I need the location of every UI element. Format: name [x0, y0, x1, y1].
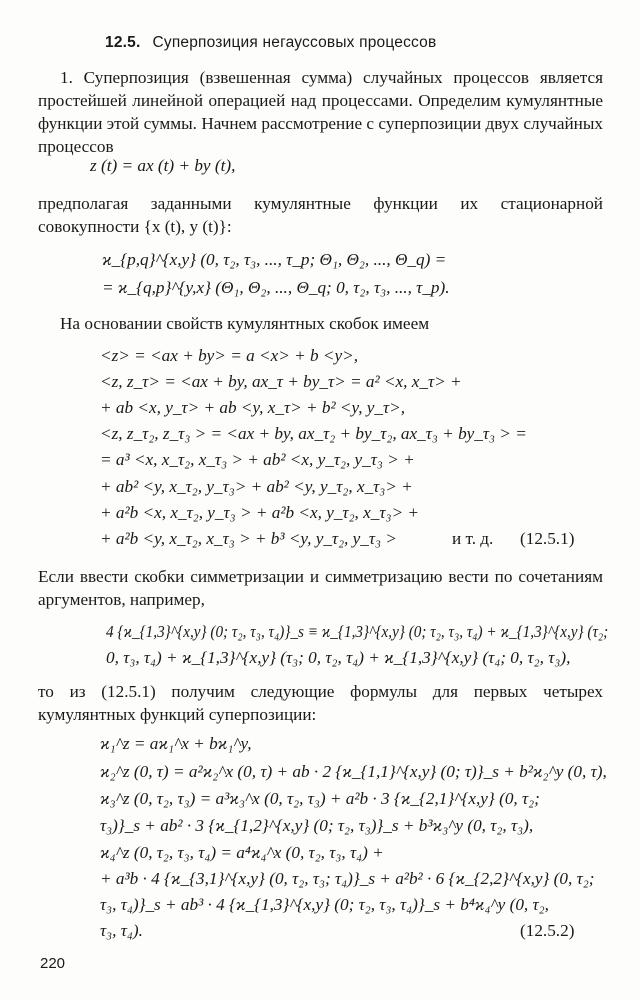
equation-symmetrization-line-1: 4 {ϰ_{1,3}^{x,y} (0; τ₂, τ₃, τ₄)}_s ≡ ϰ_{1,3}^{x,y} (0; τ₂, τ₃, τ₄) + ϰ_{1,3}^{x,y} (τ₂; — [106, 622, 609, 641]
equation-symmetrization-line-2: 0, τ₃, τ₄) + ϰ_{1,3}^{x,y} (τ₃; 0, τ₂, τ₄) + ϰ_{1,3}^{x,y} (τ₄; 0, τ₂, τ₃), — [106, 648, 571, 667]
section-title: Суперпозиция негауссовых процессов — [152, 34, 437, 51]
paragraph-result: то из (12.5.1) получим следующие формулы для первых четырех кумулянтных функций суперпозиции: — [38, 682, 603, 724]
equation-12-5-1-line-7: + a²b <x, x_τ₂, y_τ₃ > + a²b <x, y_τ₂, x_τ₃> + — [100, 503, 419, 522]
equation-12-5-1-number: (12.5.1) — [520, 529, 575, 548]
equation-12-5-2-number: (12.5.2) — [520, 921, 575, 940]
equation-12-5-1-line-8: + a²b <y, x_τ₂, x_τ₃ > + b³ <y, y_τ₂, y_τ₃ > — [100, 529, 397, 548]
section-heading — [105, 34, 436, 52]
equation-superposition: z (t) = ax (t) + by (t), — [90, 156, 236, 175]
equation-12-5-1-line-4: <z, z_τ₂, z_τ₃ > = <ax + by, ax_τ₂ + by_τ₂, ax_τ₃ + by_τ₃ > = — [100, 424, 527, 443]
equation-12-5-1-line-6: + ab² <y, x_τ₂, y_τ₃> + ab² <y, y_τ₂, x_τ₃> + — [100, 477, 413, 496]
equation-12-5-2-line-2: ϰ₂^z (0, τ) = a²ϰ₂^x (0, τ) + ab · 2 {ϰ_{1,1}^{x,y} (0; τ)}_s + b²ϰ₂^y (0, τ), — [100, 762, 607, 781]
equation-12-5-1-line-2: <z, z_τ> = <ax + by, ax_τ + by_τ> = a² <x, x_τ> + — [100, 372, 462, 391]
equation-cross-cumulant-line-1: ϰ_{p,q}^{x,y} (0, τ₂, τ₃, ..., τ_p; Θ₁, Θ₂, ..., Θ_q) = — [102, 250, 447, 269]
paragraph-symmetrization: Если ввести скобки симметризации и симметризацию вести по сочетаниям аргументов, например, — [38, 567, 603, 609]
paragraph-intro: 1. Суперпозиция (взвешенная сумма) случайных процессов является простейшей линейной операцией над процессами. Определим кумулянтные функции этой суммы. Начнем рассмотрение с суперпозиции двух случайных процессов — [38, 68, 603, 156]
equation-12-5-1-line-5: = a³ <x, x_τ₂, x_τ₃ > + ab² <x, y_τ₂, y_τ₃ > + — [100, 450, 415, 469]
paragraph-brackets: На основании свойств кумулянтных скобок имеем — [60, 314, 430, 333]
equation-12-5-2-line-1: ϰ₁^z = aϰ₁^x + bϰ₁^y, — [100, 734, 252, 753]
equation-12-5-2-line-7: τ₃, τ₄)}_s + ab³ · 4 {ϰ_{1,3}^{x,y} (0; τ₂, τ₃, τ₄)}_s + b⁴ϰ₄^y (0, τ₂, — [100, 895, 549, 914]
equation-cross-cumulant-line-2: = ϰ_{q,p}^{y,x} (Θ₁, Θ₂, ..., Θ_q; 0, τ₂, τ₃, ..., τ_p). — [102, 278, 450, 297]
equation-12-5-1-tail-text: и т. д. — [452, 529, 494, 548]
page-number: 220 — [40, 955, 66, 972]
equation-12-5-1-line-1: <z> = <ax + by> = a <x> + b <y>, — [100, 346, 359, 365]
equation-12-5-1-line-3: + ab <x, y_τ> + ab <y, x_τ> + b² <y, y_τ>, — [100, 398, 406, 417]
equation-12-5-2-line-6: + a³b · 4 {ϰ_{3,1}^{x,y} (0, τ₂, τ₃; τ₄)}_s + a²b² · 6 {ϰ_{2,2}^{x,y} (0, τ₂; — [100, 869, 595, 888]
section-number: 12.5. — [105, 34, 141, 51]
equation-12-5-2-line-3: ϰ₃^z (0, τ₂, τ₃) = a³ϰ₃^x (0, τ₂, τ₃) + a²b · 3 {ϰ_{2,1}^{x,y} (0, τ₂; — [100, 789, 540, 808]
equation-12-5-2-line-4: τ₃)}_s + ab² · 3 {ϰ_{1,2}^{x,y} (0; τ₂, τ₃)}_s + b³ϰ₃^y (0, τ₂, τ₃), — [100, 816, 534, 835]
equation-12-5-2-line-8: τ₃, τ₄). — [100, 921, 143, 940]
equation-12-5-2-line-5: ϰ₄^z (0, τ₂, τ₃, τ₄) = a⁴ϰ₄^x (0, τ₂, τ₃, τ₄) + — [100, 843, 384, 862]
paragraph-assumption: предполагая заданными кумулянтные функции их стационарной совокупности {x (t), y (t)}: — [38, 194, 603, 236]
